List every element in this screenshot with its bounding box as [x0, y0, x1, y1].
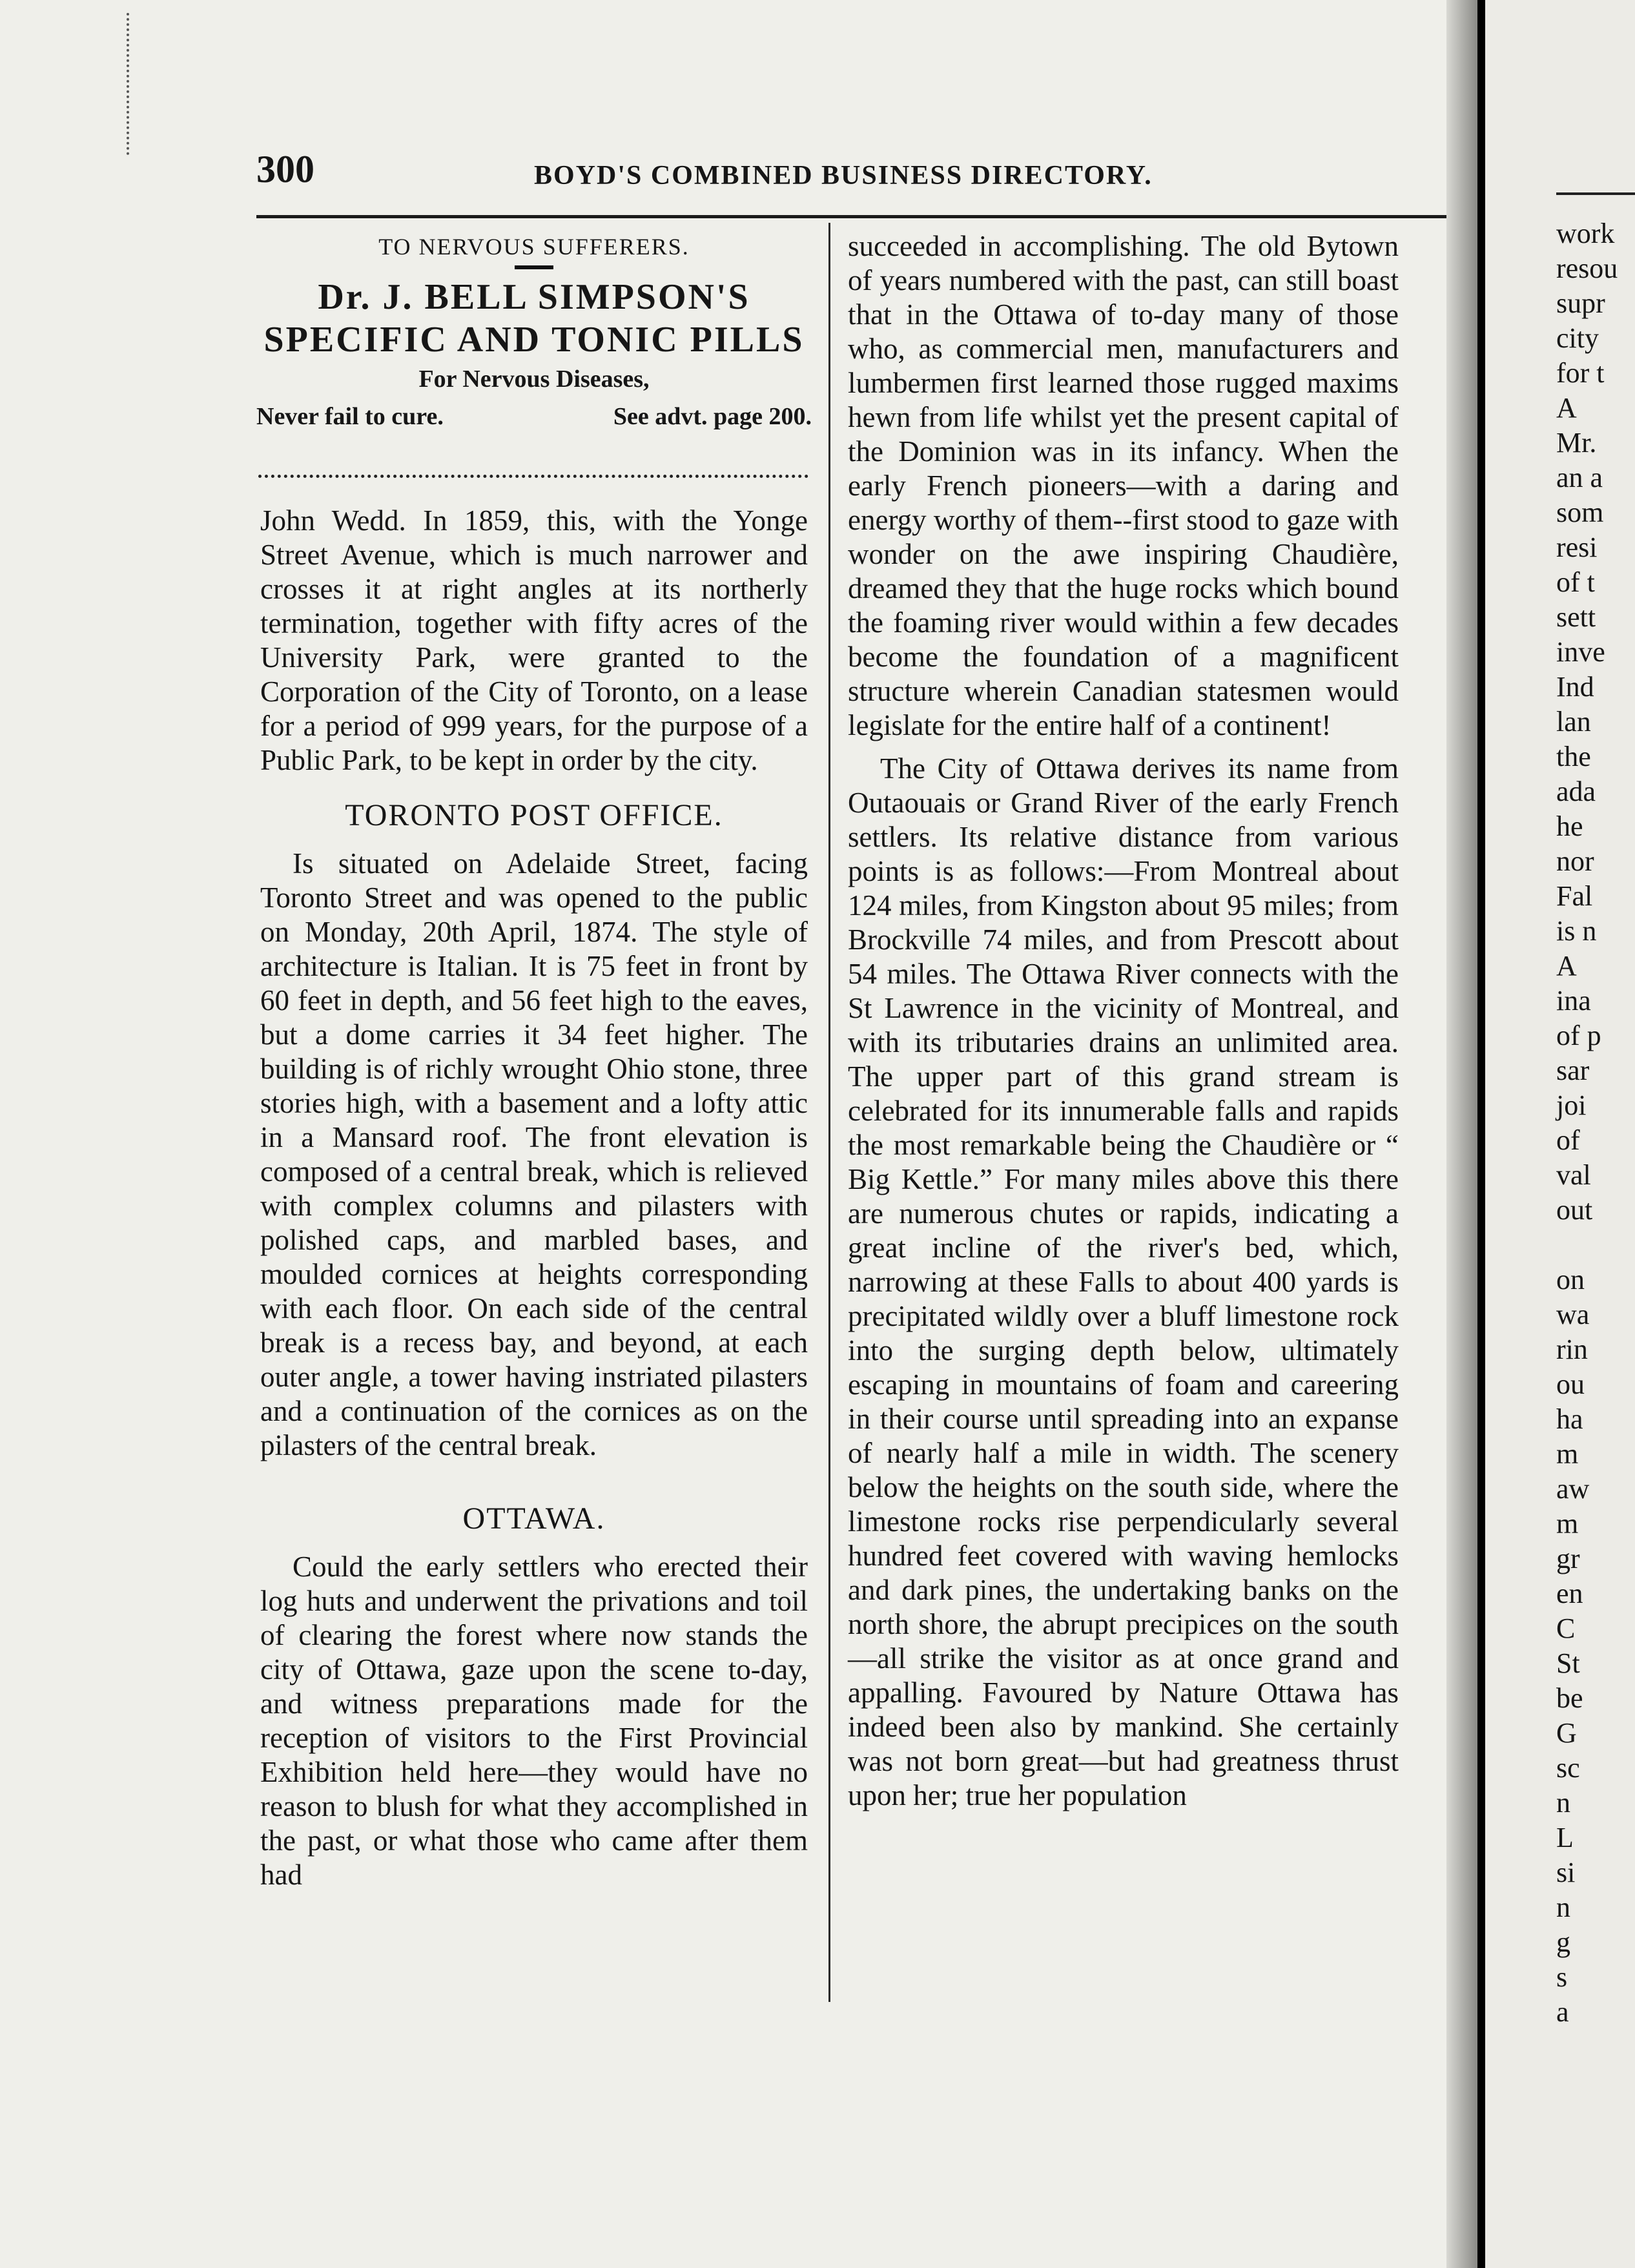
- adjacent-fragment: on: [1556, 1264, 1585, 1295]
- adjacent-fragment: he: [1556, 810, 1583, 842]
- adjacent-fragment: is n: [1556, 915, 1597, 947]
- adjacent-fragment: C: [1556, 1613, 1576, 1644]
- adjacent-fragment: ada: [1556, 776, 1596, 807]
- adjacent-fragment: si: [1556, 1857, 1576, 1888]
- left-column: [260, 504, 808, 1892]
- advert-claim: Never fail to cure.: [256, 403, 444, 430]
- advert-subtitle: For Nervous Diseases,: [418, 366, 650, 393]
- adjacent-fragment: A: [1556, 392, 1577, 424]
- adjacent-fragment: Mr.: [1556, 427, 1597, 459]
- adjacent-fragment: wa: [1556, 1299, 1590, 1330]
- advert-title-line2: SPECIFIC AND TONIC PILLS: [263, 320, 805, 360]
- column-rule: [828, 223, 830, 2002]
- adjacent-fragment: an a: [1556, 462, 1603, 493]
- adjacent-fragment: sett: [1556, 601, 1596, 633]
- paragraph-continued: succeeded in accomplishing. The old Bytown of years numbered with the past, can still boast that in the Ottawa of to-day many of those who, as commercial men, manufacturers and lumbermen first learned those rugged maxims hewn from life whilst yet the present capital of the Dominion was in its infancy. When the early French pioneers—with a daring and energy worthy of them--first stood to gaze with wonder on the awe inspiring Chaudière, dreamed they that the huge rocks which bound the foaming river would within a few decades become the foundation of a magnificent structure wherein Canadian statesmen would legislate for the entire half of a continent!: [848, 230, 1399, 741]
- adjacent-fragment: aw: [1556, 1473, 1590, 1505]
- paragraph-post-office: Is situated on Adelaide Street, facing Toronto Street and was opened to the public on Monday, 20th April, 1874. The style of architecture is Italian. It is 75 feet in front by 60 feet in depth, and 56 feet high to the eaves, but a dome carries it 34 feet higher. The building is of richly wrought Ohio stone, three stories high, with a basement and a lofty attic in a Mansard roof. The front elevation is composed of a central break, which is relieved with complex columns and pilasters with polished caps, and marbled bases, and moulded cornices at heights corresponding with each floor. On each side of the central break is a recess bay, and beyond, at each outer angle, a tower having instriated pilasters and a continuation of the cornices as on the pilasters of the central break.: [260, 847, 808, 1461]
- heading-toronto-post-office: TORONTO POST OFFICE.: [345, 798, 723, 832]
- adjacent-fragment: sc: [1556, 1752, 1580, 1784]
- paragraph-city-name: The City of Ottawa derives its name from Outaouais or Grand River of the early French settlers. Its relative distance from various points is as follows:—From Montreal about 124 miles, from Kingston about 95 miles; from Brockville 74 miles, and from Prescott about 54 miles. The Ottawa River connects with the St Lawrence in the vicinity of Montreal, and with its tributaries drains an unlimited area. The upper part of this grand stream is celebrated for its innumerable falls and rapids the most remarkable being the Chaudière or “ Big Kettle.” For many miles above this there are numerous chutes or rapids, indicating a great incline of the river's bed, which, narrowing at these Falls to about 400 yards is precipitated wildly over a bluff limestone rock into the surging depth below, ultimately escaping in mountains of foam and careering in their course until spreading into an expanse of nearly half a mile in width. The scenery below the heights on the south side, where the limestone rocks rise perpendicularly several hundred feet covered with waving hemlocks and dark pines, the undertaking banks on the north shore, the abrupt precipices on the south—all strike the visitor as at once grand and appalling. Favoured by Nature Ottawa has indeed been also by mankind. She certainly was not born great—but had greatness thrust upon her; true her population: [848, 752, 1399, 1811]
- adjacent-fragment: a: [1556, 1996, 1569, 2028]
- paragraph-wedd: John Wedd. In 1859, this, with the Yonge Street Avenue, which is much narrower and crosses it at right angles at its northerly termination, together with fifty acres of the University Park, were granted to the Corporation of the City of Toronto, on a lease for a period of 999 years, for the purpose of a Public Park, to be kept in order by the city.: [260, 504, 808, 776]
- advert-dash: [515, 265, 553, 269]
- adjacent-fragment: lan: [1556, 706, 1591, 737]
- adjacent-fragment: Fal: [1556, 880, 1593, 912]
- adjacent-fragment: L: [1556, 1822, 1574, 1853]
- adjacent-fragment: n: [1556, 1892, 1570, 1923]
- heading-ottawa: OTTAWA.: [462, 1501, 606, 1536]
- adjacent-fragment: nor: [1556, 845, 1594, 877]
- page-edge-shadow: [1446, 0, 1477, 2268]
- adjacent-fragment: resou: [1556, 253, 1618, 284]
- adjacent-fragment: en: [1556, 1578, 1583, 1609]
- adjacent-fragment: inve: [1556, 636, 1605, 668]
- header-rule: [256, 215, 1454, 218]
- adjacent-fragment: be: [1556, 1682, 1583, 1714]
- binding-marks: [127, 13, 132, 155]
- advert-dotted-rule: [258, 475, 808, 478]
- adjacent-fragment: m: [1556, 1508, 1579, 1540]
- adjacent-fragment: city: [1556, 322, 1599, 354]
- adjacent-fragment: G: [1556, 1717, 1577, 1749]
- adjacent-fragment: ina: [1556, 985, 1591, 1016]
- adjacent-fragment: Ind: [1556, 671, 1594, 703]
- advert-title-line1: Dr. J. BELL SIMPSON'S: [318, 277, 750, 317]
- adjacent-fragment: supr: [1556, 287, 1605, 319]
- adjacent-fragment: ha: [1556, 1403, 1583, 1435]
- adjacent-fragment: work: [1556, 218, 1615, 249]
- page-header: [256, 147, 1455, 199]
- adjacent-fragment: the: [1556, 741, 1591, 772]
- advert-footer: [256, 402, 812, 431]
- adjacent-fragment: out: [1556, 1194, 1593, 1226]
- adjacent-fragment: m: [1556, 1438, 1579, 1470]
- adjacent-fragment: sar: [1556, 1055, 1590, 1086]
- adjacent-fragment: som: [1556, 497, 1604, 528]
- page-number: 300: [256, 148, 314, 191]
- adjacent-fragment: n: [1556, 1787, 1570, 1819]
- adjacent-fragment: gr: [1556, 1543, 1580, 1574]
- adjacent-fragment: of: [1556, 1124, 1580, 1156]
- adjacent-fragment: resi: [1556, 531, 1598, 563]
- advertisement-box: [256, 229, 812, 431]
- adjacent-fragment: joi: [1556, 1089, 1587, 1121]
- adjacent-fragment: of p: [1556, 1020, 1601, 1051]
- adjacent-fragment: of t: [1556, 566, 1595, 598]
- adjacent-fragment: ou: [1556, 1368, 1585, 1400]
- adjacent-fragment: s: [1556, 1961, 1568, 1993]
- advert-reference: See advt. page 200.: [613, 403, 812, 430]
- adjacent-page-strip: [1485, 0, 1635, 2268]
- adjacent-fragment: g: [1556, 1926, 1570, 1958]
- adjacent-page-rule: [1556, 192, 1635, 195]
- adjacent-fragment: for t: [1556, 357, 1605, 389]
- paragraph-ottawa: Could the early settlers who erected their log huts and underwent the privations and toil of clearing the forest where now stands the city of Ottawa, gaze upon the scene to-day, and witness preparations made for the reception of visitors to the First Provincial Exhibition held here—they would have no reason to blush for what they accomplished in the past, or what those who came after them had: [260, 1551, 808, 1891]
- adjacent-fragment: rin: [1556, 1334, 1588, 1365]
- running-title: BOYD'S COMBINED BUSINESS DIRECTORY.: [534, 161, 1153, 191]
- advert-kicker: TO NERVOUS SUFFERERS.: [378, 234, 690, 260]
- adjacent-fragment: val: [1556, 1159, 1591, 1191]
- adjacent-fragment: A: [1556, 950, 1577, 982]
- right-column: [848, 229, 1399, 1813]
- adjacent-fragment: St: [1556, 1647, 1580, 1679]
